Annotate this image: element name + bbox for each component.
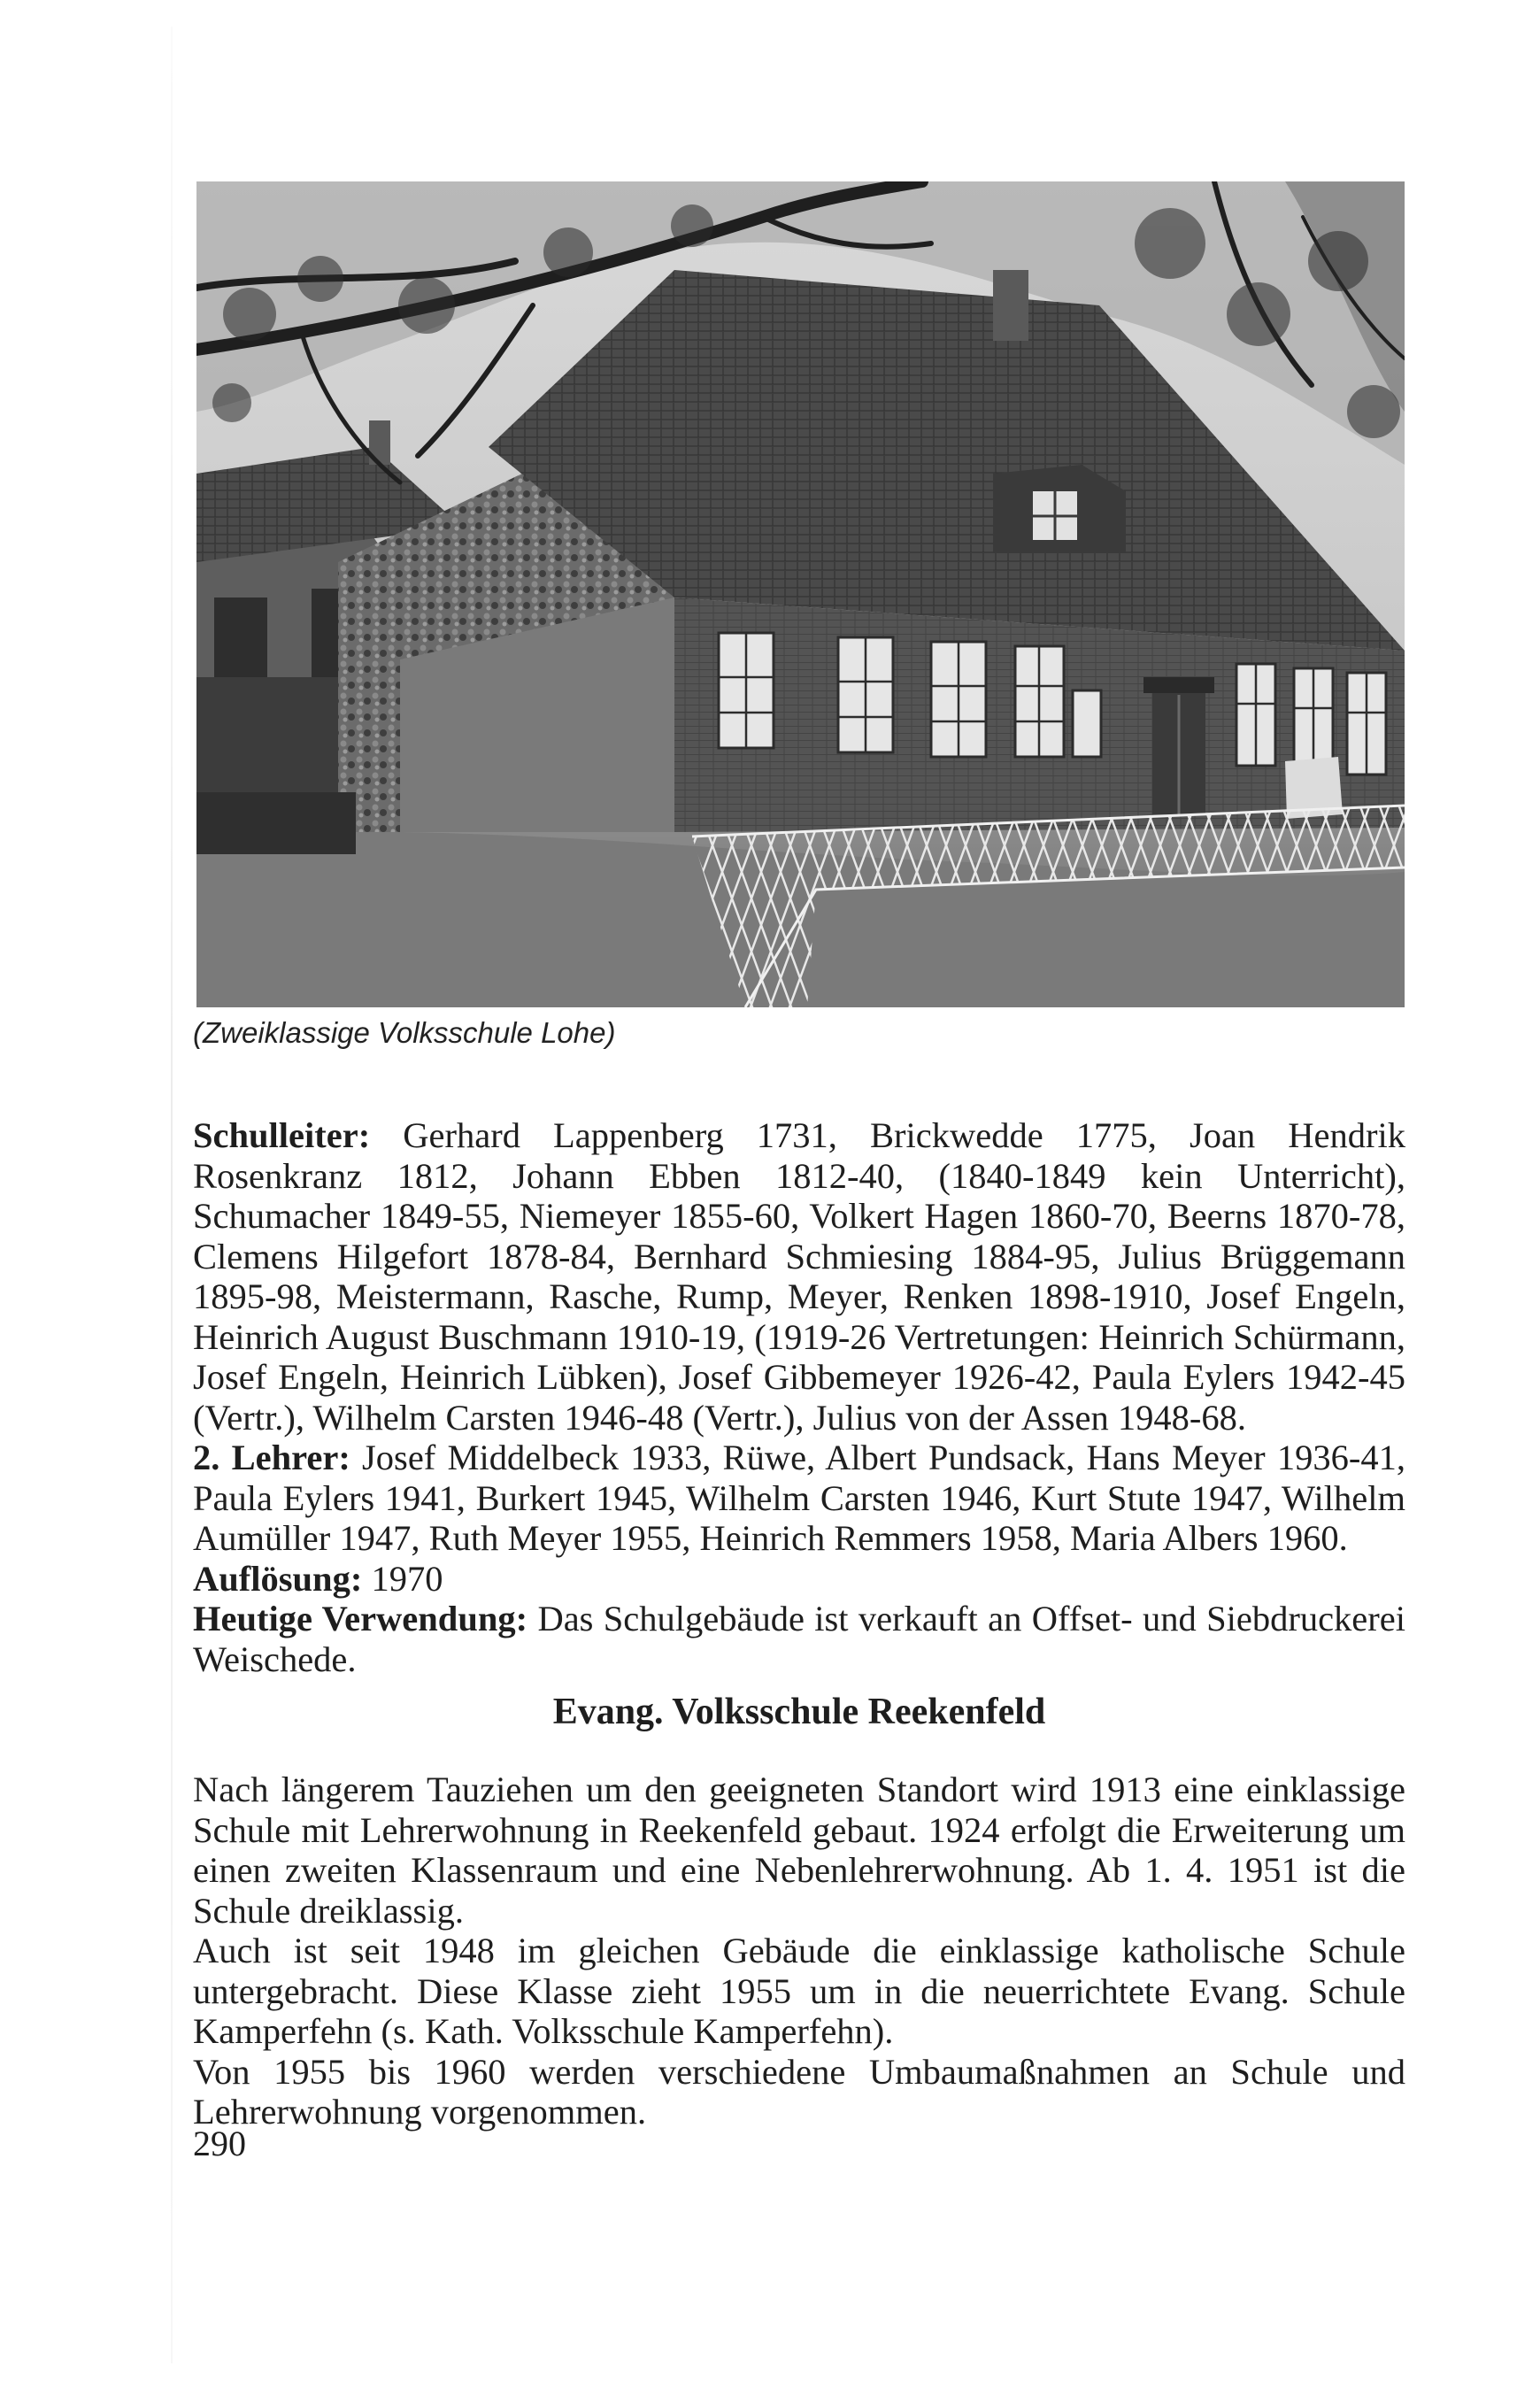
body-paragraph: Nach längerem Tauziehen um den geeigneten Standort wird 1913 eine einklassige Schule mit Lehrerwohnung in Reekenfeld gebaut. 1924 erfolgt die Erweiterung um einen zweiten Klassenraum und eine Nebenlehrerwohnung. Ab 1. 4. 1951 ist die Schule dreiklassig. [193,1769,1405,1931]
body-paragraph: Von 1955 bis 1960 werden verschiedene Umbaumaßnahmen an Schule und Lehrerwohnung vorgenommen. [193,2051,1405,2132]
body-paragraph: Auch ist seit 1948 im gleichen Gebäude die einklassige katholische Schule untergebracht. Diese Klasse zieht 1955 um in die neuerrichtete Evang. Schule Kamperfehn (s. Kath. Volksschule Kamperfehn). [193,1931,1405,2051]
school-staff-paragraph [193,1115,1405,1679]
school-building-photo [196,181,1405,1007]
section-label: Auflösung: [193,1558,363,1599]
section-text: Das Schulgebäude ist verkauft an Offset- und Siebdruckerei Weischede. [193,1599,1405,1679]
section-label: Schulleiter: [193,1115,371,1155]
section-label: Heutige Verwendung: [193,1599,528,1638]
staff-line-closure [193,1559,1405,1600]
photo-caption: (Zweiklassige Volksschule Lohe) [193,1016,616,1049]
photo-illustration [196,181,1405,1007]
section-label: 2. Lehrer: [193,1438,350,1477]
reekenfeld-paragraph [193,1769,1405,2132]
scan-fold-line [171,27,173,2363]
section-text: 1970 [362,1558,443,1599]
staff-line-head [193,1115,1405,1438]
staff-line-usage [193,1599,1405,1679]
page-number: 290 [193,2124,246,2163]
section-heading: Evang. Volksschule Reekenfeld [552,1692,1046,1732]
section-text: Gerhard Lappenberg 1731, Brickwedde 1775, Joan Hendrik Rosenkranz 1812, Johann Ebben 1812-40, (1840-1849 kein Unterricht), Schumacher 1849-55, Niemeyer 1855-60, Volkert Hagen 1860-70, Beerns 1870-78, Clemens Hilgefort 1878-84, Bernhard Schmiesing 1884-95, Julius Brüggemann 1895-98, Meistermann, Rasche, Rump, Meyer, Renken 1898-1910, Josef Engeln, Heinrich August Buschmann 1910-19, (1919-26 Vertretungen: Heinrich Schürmann, Josef Engeln, Heinrich Lübken), Josef Gibbemeyer 1926-42, Paula Eylers 1942-45 (Vertr.), Wilhelm Carsten 1946-48 (Vertr.), Julius von der Assen 1948-68. [193,1115,1405,1438]
section-text: Josef Middelbeck 1933, Rüwe, Albert Pundsack, Hans Meyer 1936-41, Paula Eylers 1941, Burkert 1945, Wilhelm Carsten 1946, Kurt Stute 1947, Wilhelm Aumüller 1947, Ruth Meyer 1955, Heinrich Remmers 1958, Maria Albers 1960. [193,1438,1405,1558]
staff-line-teacher [193,1438,1405,1559]
